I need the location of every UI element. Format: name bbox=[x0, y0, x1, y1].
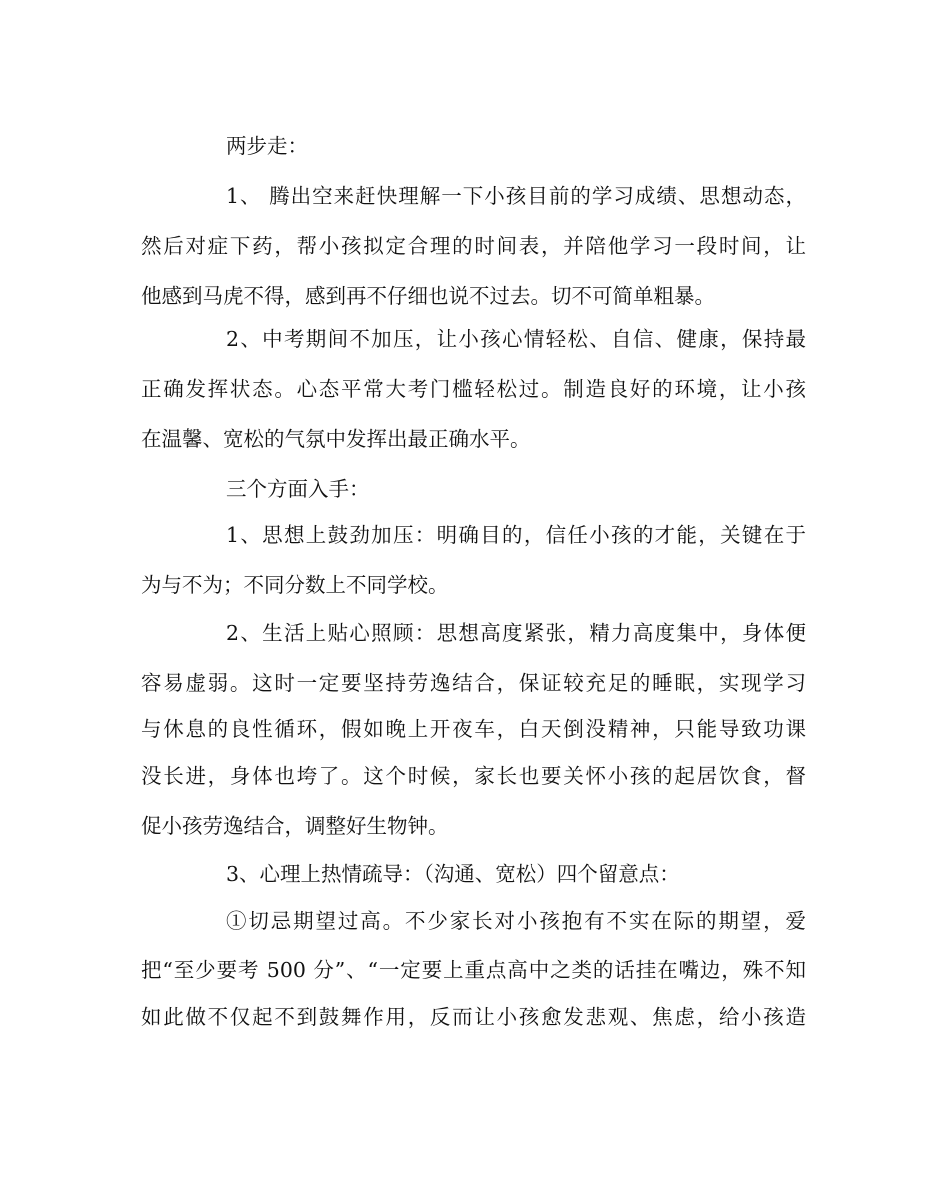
paragraph-line: 与休息的良性循环，假如晚上开夜车，白天倒没精神，只能导致功课 bbox=[141, 717, 806, 741]
paragraph-line: 在温馨、宽松的气氛中发挥出最正确水平。 bbox=[141, 427, 531, 451]
paragraph-line: 然后对症下药，帮小孩拟定合理的时间表，并陪他学习一段时间，让 bbox=[141, 234, 806, 258]
paragraph-line: 三个方面入手： bbox=[226, 477, 370, 501]
paragraph-line: 两步走： bbox=[226, 134, 308, 158]
paragraph-line: ①切忌期望过高。不少家长对小孩抱有不实在际的期望，爱 bbox=[226, 909, 806, 933]
paragraph-line: 3、心理上热情疏导：（沟通、宽松）四个留意点： bbox=[226, 862, 680, 886]
paragraph-line: 他感到马虎不得，感到再不仔细也说不过去。切不可简单粗暴。 bbox=[141, 284, 715, 308]
paragraph-line: 1、思想上鼓劲加压：明确目的，信任小孩的才能，关键在于 bbox=[226, 523, 806, 547]
paragraph-line: 促小孩劳逸结合，调整好生物钟。 bbox=[141, 814, 449, 838]
paragraph-line: 如此做不仅起不到鼓舞作用，反而让小孩愈发悲观、焦虑，给小孩造 bbox=[141, 1005, 806, 1029]
paragraph-line: 2、中考期间不加压，让小孩心情轻松、自信、健康，保持最 bbox=[226, 327, 806, 351]
paragraph-line: 没长进，身体也垮了。这个时候，家长也要关怀小孩的起居饮食，督 bbox=[141, 764, 806, 788]
paragraph-line: 为与不为；不同分数上不同学校。 bbox=[141, 573, 449, 597]
paragraph-line: 把“至少要考 500 分”、“一定要上重点高中之类的话挂在嘴边，殊不知 bbox=[141, 958, 806, 982]
paragraph-line: 2、生活上贴心照顾：思想高度紧张，精力高度集中，身体便 bbox=[226, 621, 806, 645]
paragraph-line: 1、 腾出空来赶快理解一下小孩目前的学习成绩、思想动态， bbox=[226, 184, 806, 208]
paragraph-line: 容易虚弱。这时一定要坚持劳逸结合，保证较充足的睡眠，实现学习 bbox=[141, 671, 806, 695]
paragraph-line: 正确发挥状态。心态平常大考门槛轻松过。制造良好的环境，让小孩 bbox=[141, 377, 806, 401]
